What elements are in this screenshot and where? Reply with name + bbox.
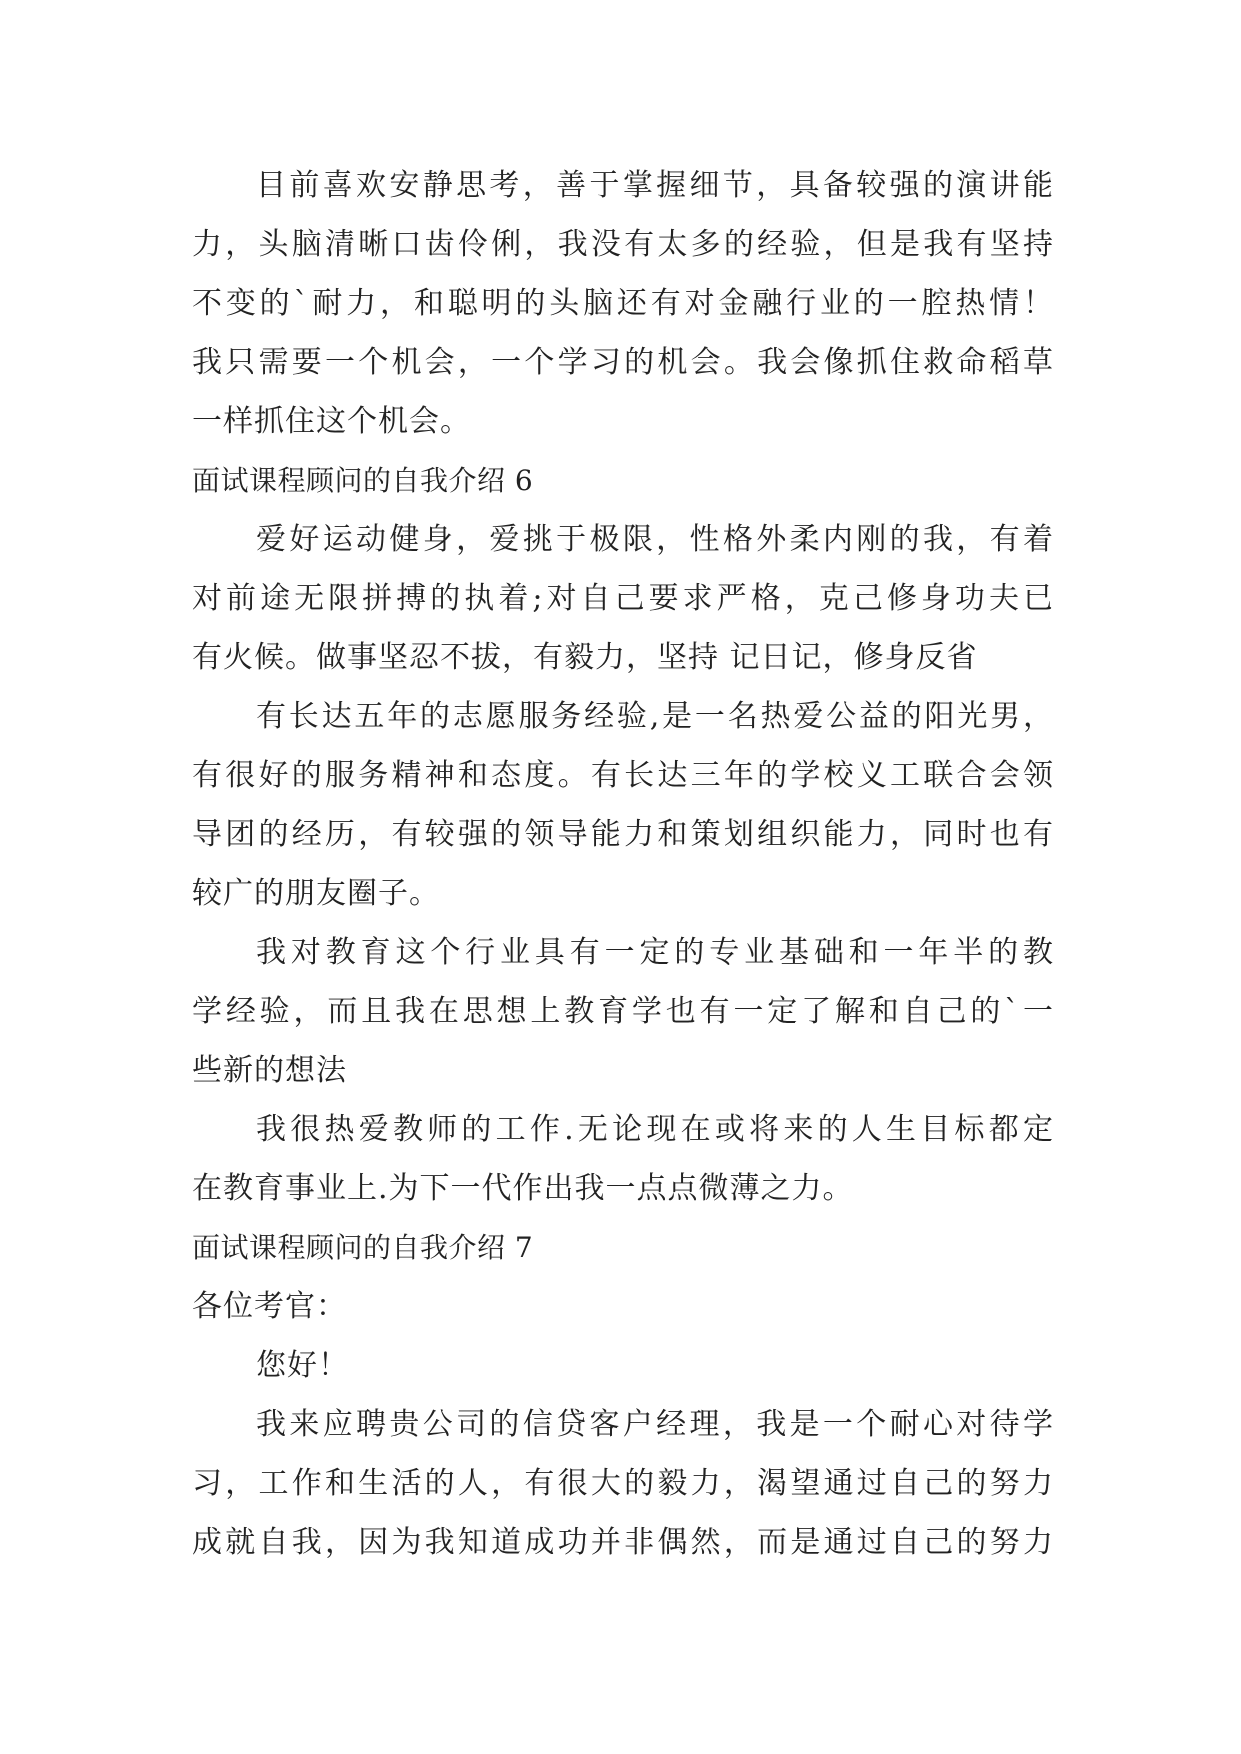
document-page	[192, 156, 1054, 1572]
text-line: 些新的想法	[192, 1053, 347, 1088]
text-line: 力，头脑清晰口齿伶俐，我没有太多的经验，但是我有坚持	[192, 227, 1054, 262]
text-line: 导团的经历，有较强的领导能力和策划组织能力，同时也有	[192, 817, 1054, 852]
paragraph-4	[192, 923, 1054, 1100]
section-heading-7: 面试课程顾问的自我介绍 7	[192, 1231, 534, 1264]
text-line: 我来应聘贵公司的信贷客户经理，我是一个耐心对待学	[256, 1407, 1054, 1442]
text-line: 爱好运动健身，爱挑于极限，性格外柔内刚的我，有着	[256, 522, 1054, 557]
text-line: 有火候。做事坚忍不拔，有毅力，坚持 记日记，修身反省	[192, 640, 978, 675]
text-line: 有长达五年的志愿服务经验,是一名热爱公益的阳光男，	[256, 699, 1054, 734]
text-line: 较广的朋友圈子。	[192, 876, 440, 911]
text-line: 成就自我，因为我知道成功并非偶然，而是通过自己的努力	[192, 1525, 1054, 1560]
text-line: 我只需要一个机会，一个学习的机会。我会像抓住救命稻草	[192, 345, 1054, 380]
text-line: 目前喜欢安静思考，善于掌握细节，具备较强的演讲能	[256, 168, 1054, 203]
paragraph-6	[192, 1395, 1054, 1572]
paragraph-5	[192, 1100, 1054, 1218]
text-line: 我很热爱教师的工作.无论现在或将来的人生目标都定	[256, 1112, 1054, 1147]
greeting-line: 各位考官：	[192, 1289, 347, 1324]
text-line: 对前途无限拼搏的执着;对自己要求严格，克己修身功夫已	[192, 581, 1054, 616]
text-line: 我对教育这个行业具有一定的专业基础和一年半的教	[256, 935, 1054, 970]
text-line: 一样抓住这个机会。	[192, 404, 471, 439]
text-line: 不变的`耐力，和聪明的头脑还有对金融行业的一腔热情！	[192, 286, 1054, 321]
section-heading-6: 面试课程顾问的自我介绍 6	[192, 464, 534, 497]
paragraph-2	[192, 510, 1054, 687]
text-line: 习，工作和生活的人，有很大的毅力，渴望通过自己的努力	[192, 1466, 1054, 1501]
text-line: 在教育事业上.为下一代作出我一点点微薄之力。	[192, 1171, 854, 1206]
paragraph-1	[192, 156, 1054, 451]
text-line: 有很好的服务精神和态度。有长达三年的学校义工联合会领	[192, 758, 1054, 793]
text-line: 学经验，而且我在思想上教育学也有一定了解和自己的`一	[192, 994, 1054, 1029]
hello-line: 您好！	[256, 1348, 349, 1383]
paragraph-3	[192, 687, 1054, 923]
